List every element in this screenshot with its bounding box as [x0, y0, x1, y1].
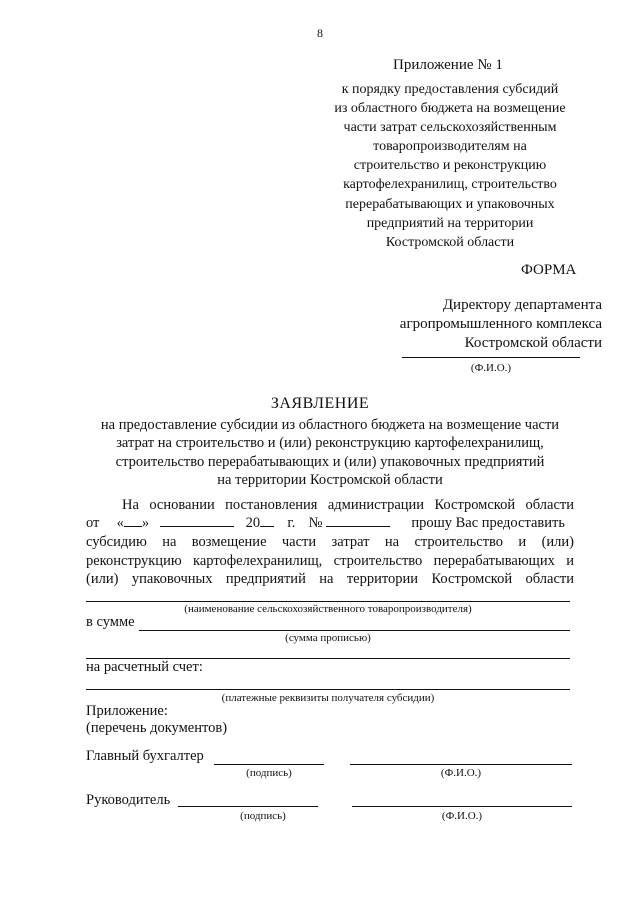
head-signature-field[interactable]: [178, 805, 318, 807]
form-label: ФОРМА: [521, 262, 577, 278]
addressee-line: Директору департамента: [442, 297, 602, 313]
annex-line: картофелехранилищ, строительство: [343, 177, 557, 193]
addressee-fio-field[interactable]: [402, 356, 580, 358]
decree-number-field[interactable]: [326, 525, 390, 527]
annex-title: Приложение № 1: [393, 57, 503, 73]
head-label: Руководитель: [86, 792, 171, 808]
addressee-fio-caption: (Ф.И.О.): [470, 362, 512, 374]
account-field[interactable]: [86, 688, 570, 690]
accountant-signature-field[interactable]: [214, 763, 324, 765]
day-field[interactable]: [124, 525, 142, 527]
application-subtitle: [60, 416, 600, 489]
producer-caption: (наименование сельскохозяйственного товаропроизводителя): [184, 603, 472, 615]
annex-line: перерабатывающих и упаковочных: [345, 196, 555, 212]
head-fio-field[interactable]: [352, 805, 572, 807]
attachment-label: Приложение:: [86, 703, 168, 719]
head-signature-caption: (подпись): [240, 810, 286, 822]
body-line-5: (или) упаковочных предприятий на территории Костромской области: [86, 571, 574, 587]
amount-row: [86, 614, 570, 631]
month-field[interactable]: [160, 525, 234, 527]
request-text: прошу Вас предоставить: [411, 515, 565, 531]
body-line-4: реконструкцию картофелехранилищ, строительство перерабатывающих и: [86, 553, 574, 569]
body-line-3: субсидию на возмещение части затрат на строительство и (или): [86, 534, 574, 550]
year-prefix: 20: [245, 515, 261, 531]
amount-caption: (сумма прописью): [285, 632, 371, 644]
head-fio-caption: (Ф.И.О.): [441, 810, 483, 822]
subtitle-line: строительство перерабатывающих и (или) упаковочных предприятий: [115, 453, 545, 470]
accountant-fio-caption: (Ф.И.О.): [440, 767, 482, 779]
annex-line: предприятий на территории: [366, 215, 534, 231]
annex-description: [300, 80, 600, 252]
year-field[interactable]: [260, 525, 274, 527]
annex-line: части затрат сельскохозяйственным: [343, 120, 557, 136]
page-number: 8: [317, 26, 323, 40]
account-caption: (платежные реквизиты получателя субсидии): [221, 692, 435, 704]
subtitle-line: на предоставление субсидии из областного бюджета на возмещение части: [100, 417, 560, 433]
annex-line: Костромской области: [385, 234, 515, 250]
annex-line: товаропроизводителям на: [373, 139, 527, 155]
accountant-signature-caption: (подпись): [246, 767, 292, 779]
account-label: на расчетный счет:: [86, 659, 203, 675]
quote-open: «: [116, 515, 124, 531]
subtitle-line: на территории Костромской области: [217, 471, 443, 488]
addressee-line: агропромышленного комплекса: [399, 316, 602, 332]
body-line-2: [86, 515, 574, 532]
accountant-fio-field[interactable]: [350, 763, 572, 765]
from-label: от: [86, 515, 100, 531]
number-sign: №: [308, 515, 323, 531]
addressee-block: [300, 296, 602, 353]
application-title: ЗАЯВЛЕНИЕ: [270, 395, 370, 412]
producer-name-field[interactable]: [86, 600, 570, 602]
year-abbr: г.: [287, 515, 296, 531]
addressee-line: Костромской области: [464, 335, 602, 351]
annex-line: из областного бюджета на возмещение: [334, 101, 566, 117]
annex-line: к порядку предоставления субсидий: [341, 82, 559, 97]
annex-line: строительство и реконструкцию: [353, 158, 547, 174]
accountant-label: Главный бухгалтер: [86, 748, 204, 764]
attachment-note: (перечень документов): [86, 720, 228, 736]
amount-field[interactable]: [139, 618, 570, 631]
body-line-1: На основании постановления администрации Костромской области: [122, 497, 574, 513]
subtitle-line: затрат на строительство и (или) реконструкцию картофелехранилищ,: [116, 435, 544, 452]
amount-label: в сумме: [86, 614, 135, 630]
quote-close: »: [141, 515, 150, 531]
